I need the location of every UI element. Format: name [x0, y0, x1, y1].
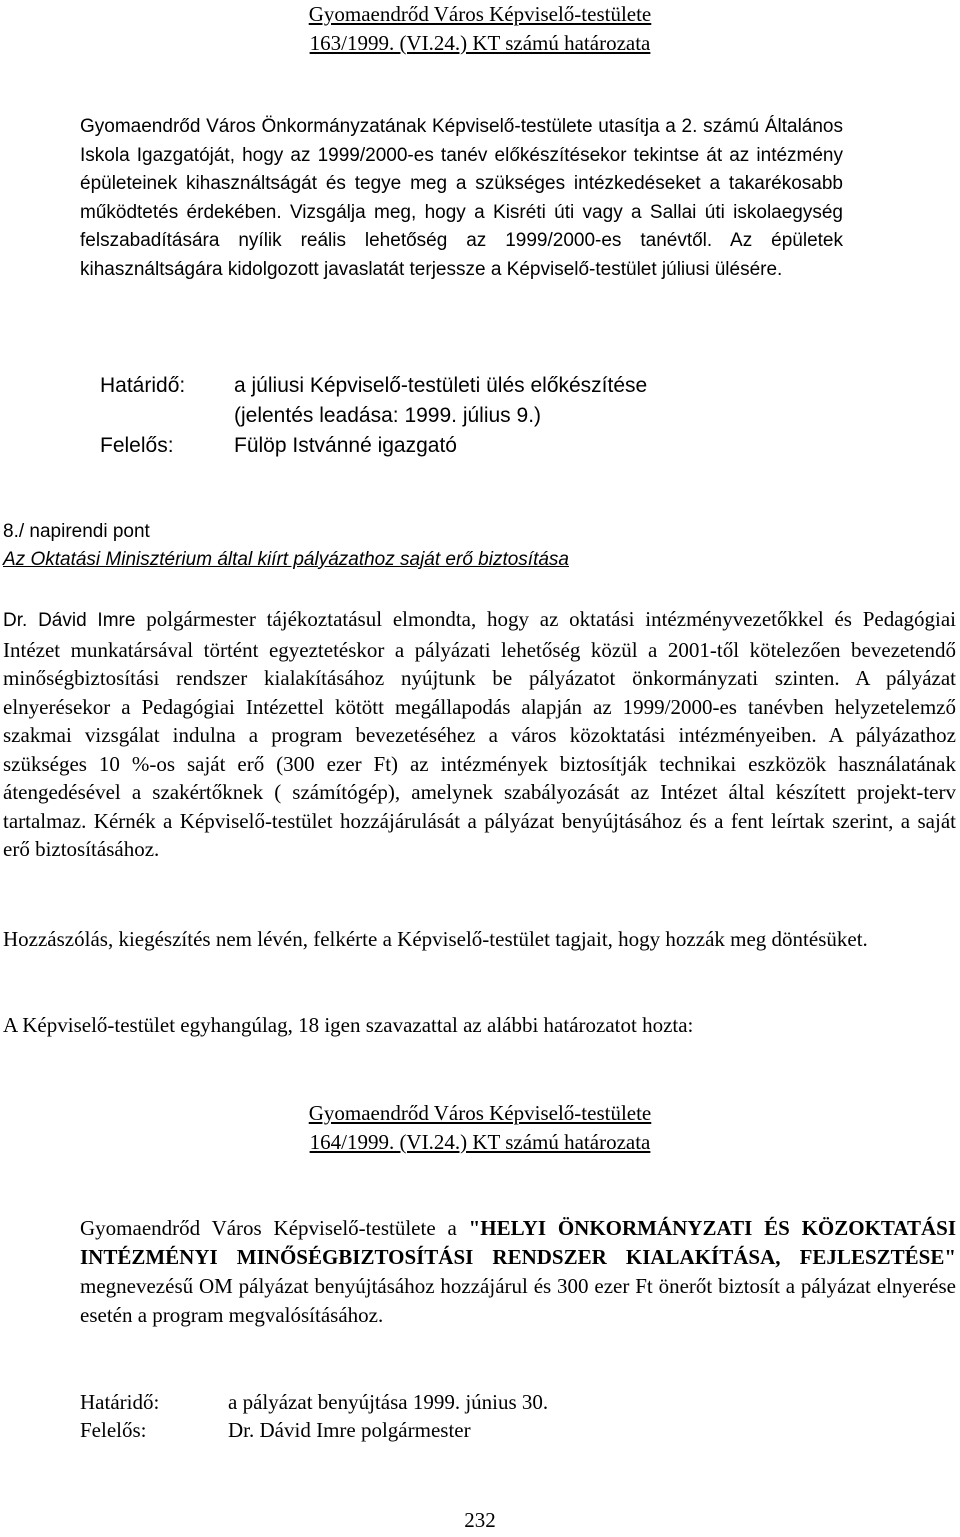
program-title: "HELYI ÖNKORMÁNYZATI ÉS KÖZOKTATÁSI INTÉZMÉNYI MINŐSÉGBIZTOSÍTÁSI RENDSZER KIALAKÍTÁSA, FEJLESZTÉSE" [80, 1216, 956, 1269]
resolution-163-heading [0, 0, 960, 57]
speaker-name: Dávid Imre [38, 610, 136, 631]
responsible-label: Felelős: [100, 434, 174, 457]
agenda-title: Az Oktatási Minisztérium által kiírt pályázathoz saját erő biztosítása [3, 549, 570, 570]
page-number: 232 [464, 1508, 496, 1532]
vote-text: A Képviselő-testület egyhangúlag, 18 igen szavazattal az alábbi határozatot hozta: [3, 1013, 694, 1037]
responsible-value: Fülöp Istvánné igazgató [234, 434, 457, 457]
agenda-number: 8./ napirendi pont [3, 521, 150, 542]
heading-council-name: Gyomaendrőd Város Képviselő-testülete [308, 1101, 652, 1125]
deadline-label: Határidő: [80, 1390, 160, 1414]
deadline-note: (jelentés leadása: 1999. július 9.) [234, 404, 542, 427]
mayor-report [3, 605, 956, 864]
heading-council-name: Gyomaendrőd Város Képviselő-testülete [308, 2, 652, 26]
speaker-title: Dr. [3, 610, 28, 631]
deadline-value: a júliusi Képviselő-testületi ülés előkészítése [234, 374, 648, 397]
resolution-164-text [80, 1214, 956, 1330]
resolution-text-end: megnevezésű OM pályázat benyújtásához hozzájárul és 300 ezer Ft önerőt biztosít a pályázat elnyerése esetén a program megvalósításához. [80, 1274, 956, 1327]
responsible-label: Felelős: [80, 1418, 147, 1442]
deadline-value: a pályázat benyújtása 1999. június 30. [228, 1390, 549, 1414]
deadline-label: Határidő: [100, 374, 186, 397]
responsible-value: Dr. Dávid Imre polgármester [228, 1418, 471, 1442]
heading-resolution-number: 164/1999. (VI.24.) KT számú határozata [309, 1129, 651, 1154]
discussion-text: Hozzászólás, kiegészítés nem lévén, felkérte a Képviselő-testület tagjait, hogy hozzák meg döntésüket. [3, 927, 868, 951]
heading-resolution-number: 163/1999. (VI.24.) KT számú határozata [309, 30, 651, 55]
resolution-164-heading [0, 1099, 960, 1156]
report-text: polgármester tájékoztatásul elmondta, hogy az oktatási intézményvezetőkkel és Pedagógiai Intézet munkatársával történt egyeztetéskor a pályázati lehetőség közül a 2001-től kötelezően bevezetendő minőségbiztosítási rendszer kialakításához nyújtunk be pályázatot önkormányzati szinten. A pályázat elnyerésekor a Pedagógiai Intézettel kötött megállapodás alapján az 1999/2000-es tanévben helyzetelemző szakmai vizsgálat indulna a program bevezetéséhez a város közoktatási intézményeiben. A pályázathoz szükséges 10 %-os saját erő (300 ezer Ft) az intézmények biztosítják technikai eszközök használatának átengedésével a szakértőknek ( számítógép), amelynek szabályozását az Intézet által készített projekt-terv tartalmaz. Kérnék a Képviselő-testület hozzájárulását a pályázat benyújtásához és a fent leírtak szerint, a saját erő biztosításához. [3, 607, 957, 861]
resolution-163-text: Gyomaendrőd Város Önkormányzatának Képviselő-testülete utasítja a 2. számú Általános Iskola Igazgatóját, hogy az 1999/2000-es tanév előkészítésekor tekintse át az intézmény épületeinek kihasználtságát és tegye meg a szükséges intézkedéseket a takarékosabb működtetés érdekében. Vizsgálja meg, hogy a Kisréti úti vagy a Sallai úti iskolaegység felszabadítására nyílik reális lehetőség az 1999/2000-es tanévtől. Az épületek kihasználtságára kidolgozott javaslatát terjessze a Képviselő-testület júliusi ülésére. [80, 116, 843, 280]
resolution-text-start: Gyomaendrőd Város Képviselő-testülete a [80, 1216, 469, 1240]
